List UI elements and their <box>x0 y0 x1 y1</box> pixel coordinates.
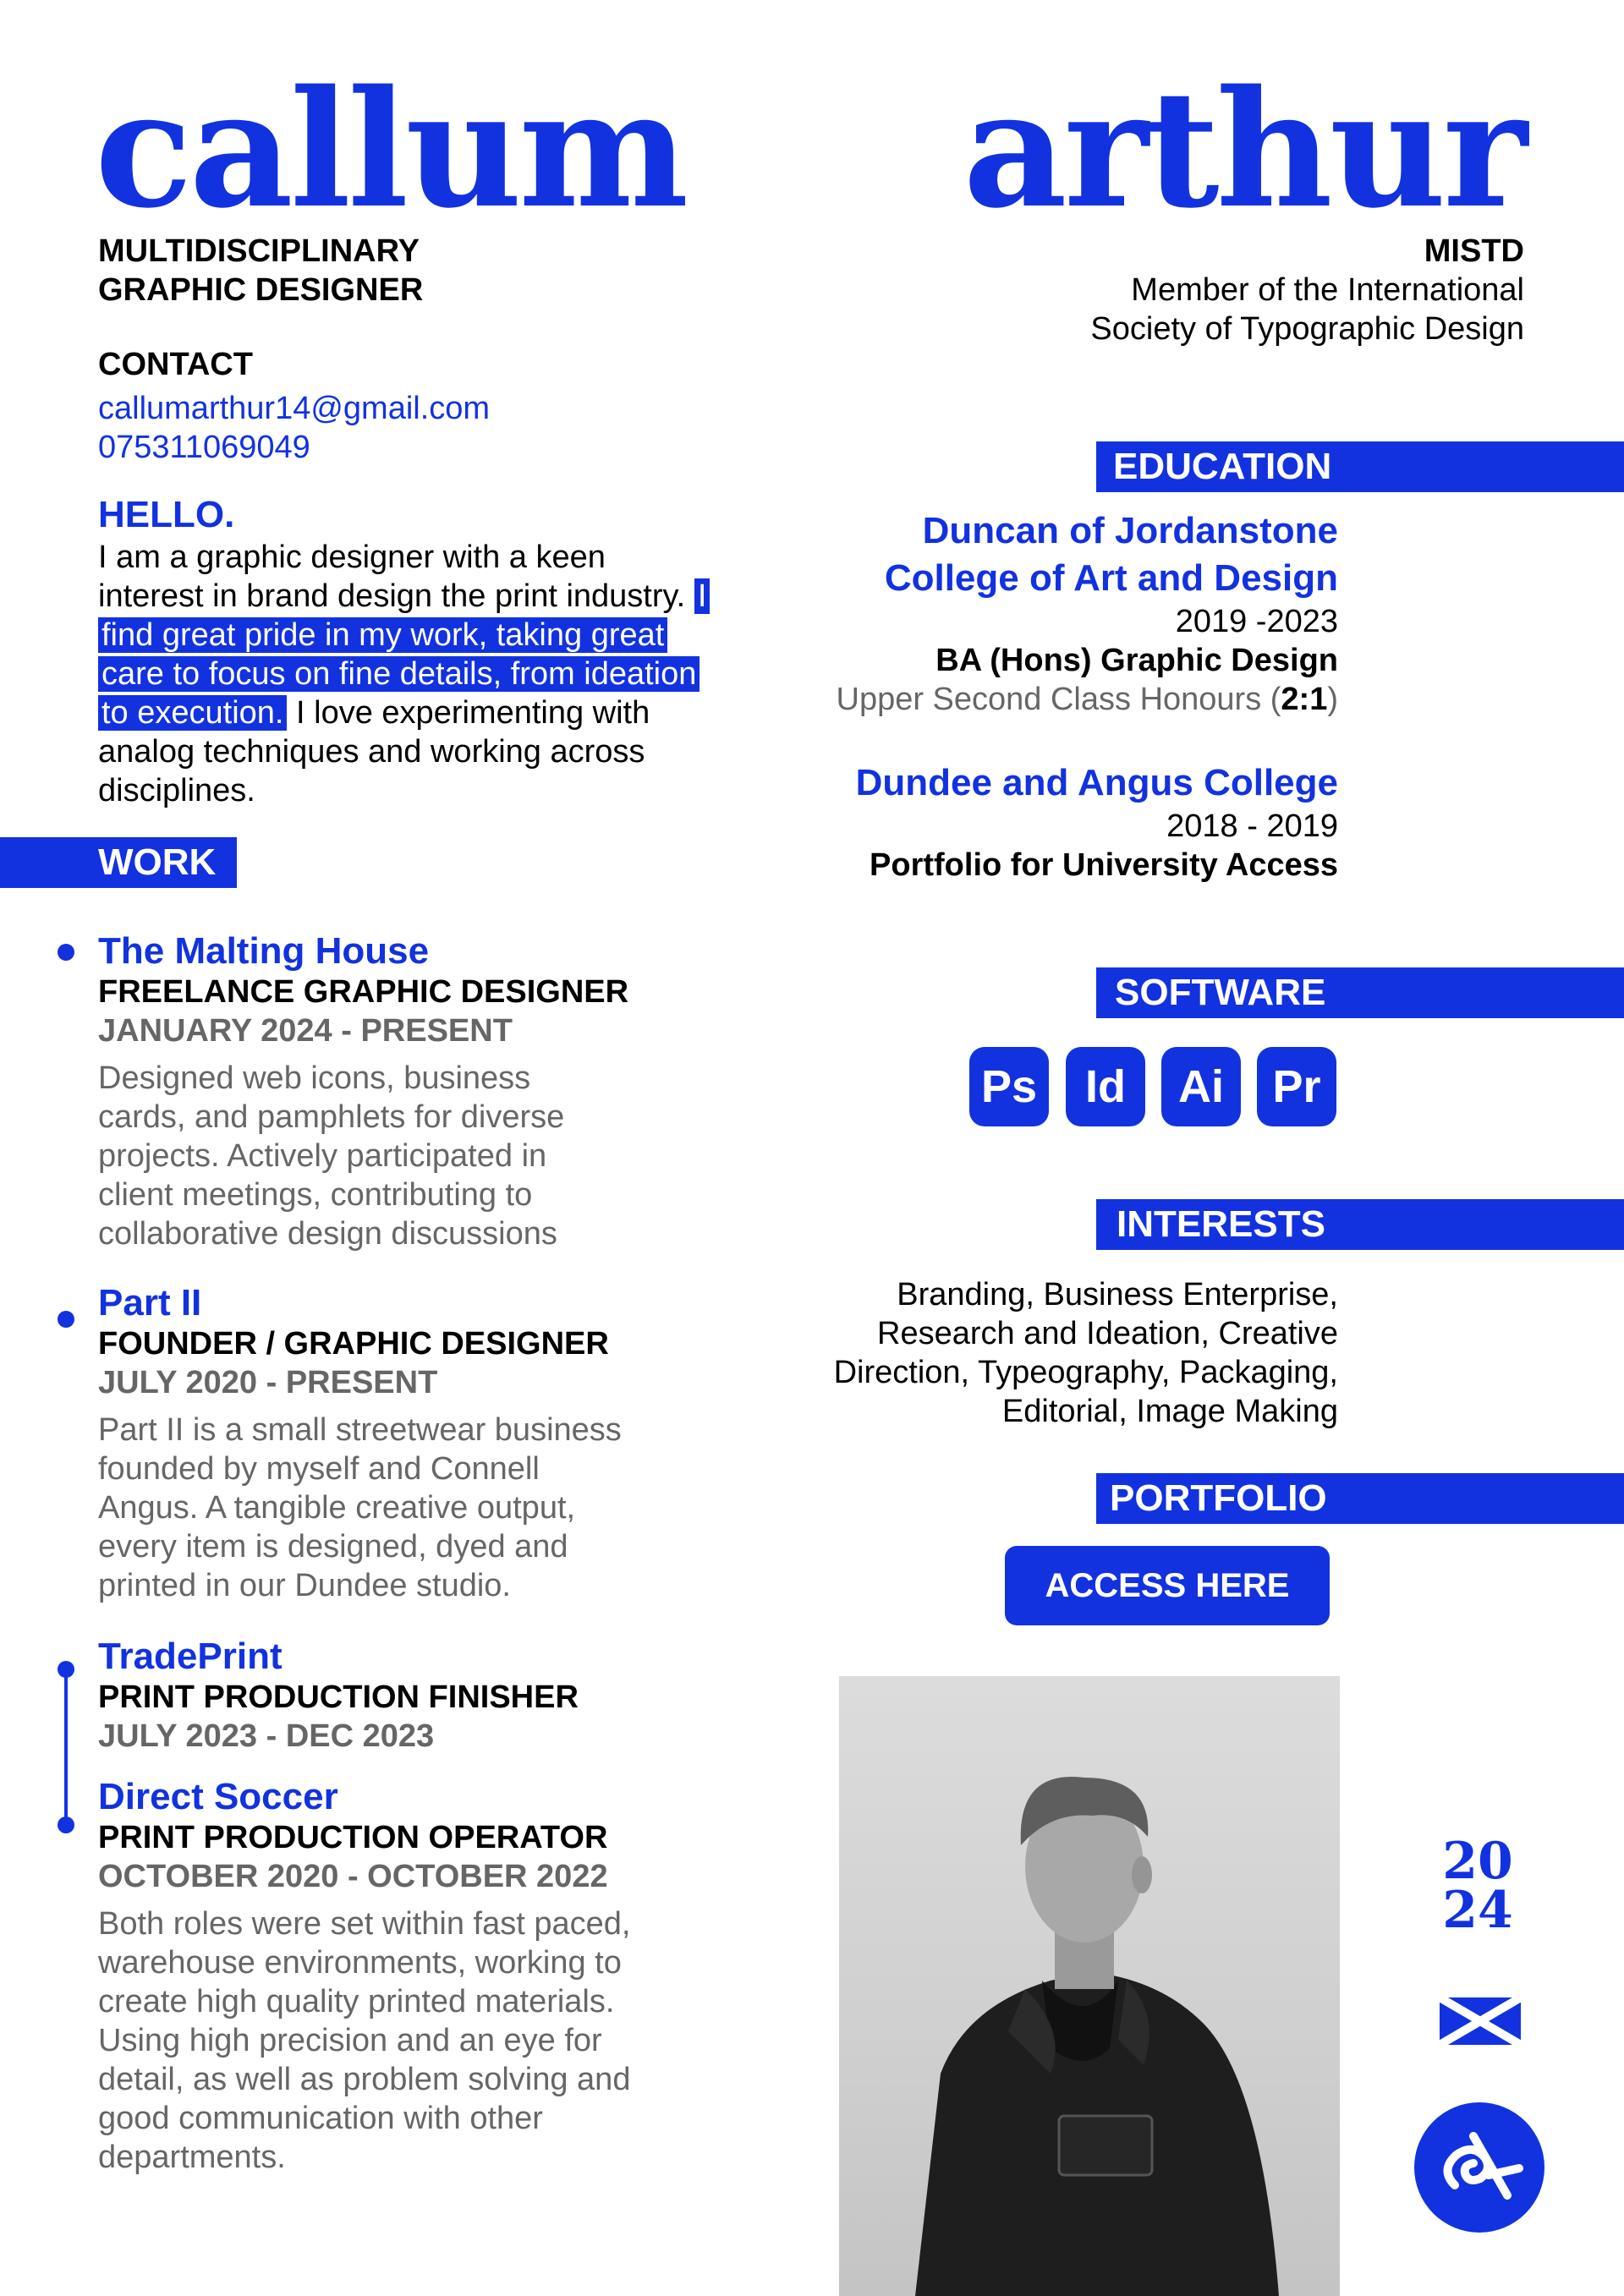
job-dates: JULY 2023 - DEC 2023 <box>98 1718 435 1754</box>
interests-heading: INTERESTS <box>1096 1199 1624 1250</box>
intro-part-2: I love experimenting with analog techniques and working across disciplines. <box>98 695 650 808</box>
indesign-icon: Id <box>1066 1047 1145 1126</box>
job-part-ii <box>98 1282 656 1605</box>
contact-heading: CONTACT <box>98 347 253 382</box>
membership <box>932 232 1524 348</box>
job-description: Part II is a small streetwear business founded by myself and Connell Angus. A tangible creative output, every item is designed, dyed and printed in our Dundee studio. <box>98 1412 622 1603</box>
photoshop-icon: Ps <box>969 1047 1049 1126</box>
interests-line: Direction, Typeography, Packaging, <box>833 1355 1338 1390</box>
email-link[interactable]: callumarthur14@gmail.com <box>98 391 491 426</box>
job-title: PRINT PRODUCTION FINISHER <box>98 1680 579 1715</box>
year-bottom: 24 <box>1442 1881 1513 1940</box>
education-entry <box>577 759 1338 885</box>
job-the-malting-house <box>98 930 639 1253</box>
interests-line: Research and Ideation, Creative <box>877 1316 1338 1351</box>
degree-grade <box>577 680 1338 719</box>
school-years: 2019 -2023 <box>1175 604 1338 639</box>
year-badge <box>1440 1832 1516 1940</box>
job-dates: OCTOBER 2020 - OCTOBER 2022 <box>98 1859 608 1894</box>
illustrator-icon: Ai <box>1161 1047 1241 1126</box>
education-heading: EDUCATION <box>1096 441 1624 492</box>
timeline-dot <box>58 1311 74 1328</box>
job-dates: JULY 2020 - PRESENT <box>98 1365 438 1400</box>
job-title: PRINT PRODUCTION OPERATOR <box>98 1820 608 1855</box>
interests-line: Branding, Business Enterprise, <box>897 1277 1338 1312</box>
timeline-dot <box>58 944 74 961</box>
school-name-line-2: College of Art and Design <box>884 557 1338 599</box>
job-company: The Malting House <box>98 930 430 972</box>
role-line-1: MULTIDISCIPLINARY <box>98 233 420 269</box>
intro-heading: HELLO. <box>98 494 235 535</box>
job-title: FOUNDER / GRAPHIC DESIGNER <box>98 1326 609 1362</box>
year-top: 20 <box>1442 1832 1513 1891</box>
timeline-line <box>64 1669 68 1825</box>
phone-link[interactable]: 075311069049 <box>98 430 310 465</box>
job-company: Part II <box>98 1282 202 1323</box>
work-heading: WORK <box>0 837 237 888</box>
membership-line-1: Member of the International <box>1131 272 1524 308</box>
school-name-line-1: Dundee and Angus College <box>855 762 1338 803</box>
grade-value: 2:1 <box>1281 682 1328 717</box>
timeline-dot <box>58 1817 74 1833</box>
education-entry <box>577 507 1338 719</box>
first-name: callum <box>95 55 686 244</box>
last-name: arthur <box>963 55 1524 244</box>
membership-abbr: MISTD <box>1424 233 1524 269</box>
degree: BA (Hons) Graphic Design <box>935 643 1338 678</box>
intro-highlight: I find great pride in my work, taking great care to focus on fine details, from ideation to execution. <box>98 578 710 731</box>
role-title <box>98 232 423 310</box>
interests-line: Editorial, Image Making <box>1001 1394 1338 1429</box>
grade-suffix: ) <box>1327 682 1338 717</box>
job-company: Direct Soccer <box>98 1776 338 1817</box>
membership-line-2: Society of Typographic Design <box>1090 311 1524 347</box>
degree: Portfolio for University Access <box>870 847 1338 883</box>
school-name-line-1: Duncan of Jordanstone <box>922 510 1338 551</box>
job-direct-soccer <box>98 1776 656 2177</box>
school-years: 2018 - 2019 <box>1166 808 1338 844</box>
grade-prefix: Upper Second Class Honours ( <box>836 682 1281 717</box>
job-tradeprint <box>98 1636 656 1756</box>
job-description: Designed web icons, business cards, and pamphlets for diverse projects. Actively participated in client meetings, contributing to collaborative design discussions <box>98 1060 565 1252</box>
portfolio-heading: PORTFOLIO <box>1096 1473 1624 1524</box>
portrait-photo <box>839 1676 1340 2296</box>
intro-part-1: I am a graphic designer with a keen interest in brand design the print industry. <box>98 540 694 614</box>
role-line-2: GRAPHIC DESIGNER <box>98 272 424 308</box>
scotland-flag-icon <box>1440 1997 1521 2045</box>
access-portfolio-button[interactable]: ACCESS HERE <box>1005 1546 1330 1625</box>
job-title: FREELANCE GRAPHIC DESIGNER <box>98 974 629 1010</box>
job-description: Both roles were set within fast paced, warehouse environments, working to create high quality printed materials. Using high precision and an eye for detail, as well as problem solving and good communication with other departments. <box>98 1906 631 2175</box>
portrait-figure <box>839 1676 1340 2296</box>
job-dates: JANUARY 2024 - PRESENT <box>98 1013 513 1049</box>
job-company: TradePrint <box>98 1636 283 1677</box>
interests-list <box>746 1275 1338 1431</box>
personal-logo-icon <box>1414 2102 1544 2233</box>
software-heading: SOFTWARE <box>1096 967 1624 1018</box>
premiere-icon: Pr <box>1257 1047 1336 1126</box>
